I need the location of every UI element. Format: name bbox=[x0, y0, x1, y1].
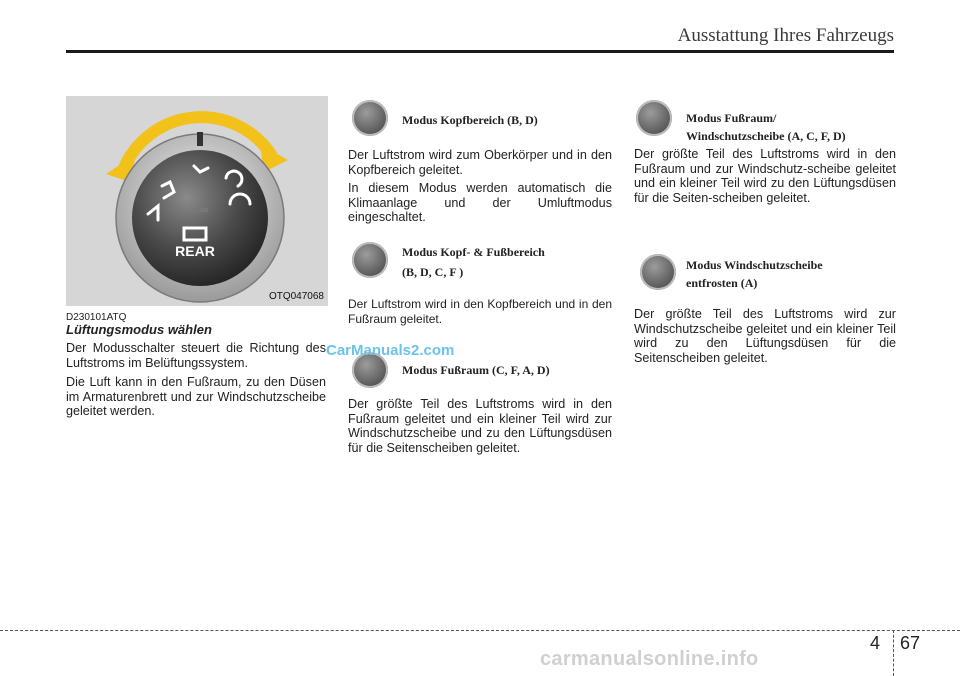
mode-text-bilevel: Der Luftstrom wird in den Kopfbereich und in den Fußraum geleitet. bbox=[348, 297, 612, 326]
mode-text-face: Der Luftstrom wird zum Oberkörper und in den Kopfbereich geleitet. bbox=[348, 148, 612, 177]
mode-title-floor: Modus Fußraum (C, F, A, D) bbox=[402, 363, 550, 377]
page-number: 67 bbox=[900, 633, 921, 653]
document-code: D230101ATQ bbox=[66, 312, 127, 323]
mode-text-defrost: Der größte Teil des Luftstroms wird zur Windschutzscheibe geleitet und ein kleiner Teil wird zu den Lüftungsdüsen für die Seitenscheiben geleitet. bbox=[634, 307, 896, 365]
knob-label-rear: REAR bbox=[175, 243, 215, 259]
mode-text-face-2: In diesem Modus werden automatisch die Klimaanlage und der Umluftmodus eingeschaltet. bbox=[348, 181, 612, 224]
bi-level-mode-icon bbox=[352, 242, 388, 278]
mode-title-bilevel-2: (B, D, C, F ) bbox=[402, 265, 464, 279]
mode-title-floor-defrost-1: Modus Fußraum/ bbox=[686, 111, 777, 125]
mode-knob-figure bbox=[66, 96, 328, 306]
watermark-link: CarManuals2.com bbox=[326, 342, 455, 359]
mode-title-face: Modus Kopfbereich (B, D) bbox=[402, 113, 538, 127]
mode-title-floor-defrost-2: Windschutzscheibe (A, C, F, D) bbox=[686, 129, 846, 143]
knob-pointer bbox=[197, 132, 203, 146]
left-paragraph-2: Die Luft kann in den Fußraum, zu den Düsen im Armaturenbrett und zur Windschutzscheibe geleitet werden. bbox=[66, 375, 326, 418]
mode-knob-illustration bbox=[66, 96, 328, 306]
left-paragraph-1: Der Modusschalter steuert die Richtung des Luftstroms im Belüftungssystem. bbox=[66, 341, 326, 370]
defrost-mode-icon bbox=[640, 254, 676, 290]
mode-title-defrost-2: entfrosten (A) bbox=[686, 276, 758, 290]
mode-text-floor-defrost: Der größte Teil des Luftstroms wird in den Fußraum und zur Windschutz-scheibe geleitet und ein kleiner Teil wird zu den Lüftungsdüsen für die Seiten-scheiben geleitet. bbox=[634, 147, 896, 205]
mode-title-defrost-1: Modus Windschutzscheibe bbox=[686, 258, 823, 272]
mode-text-floor: Der größte Teil des Luftstroms wird in den Fußraum geleitet und ein kleiner Teil wird zur Windschutzscheibe und zu den Lüftungsdüsen für die Seitenscheiben geleitet. bbox=[348, 397, 612, 455]
header-rule bbox=[66, 50, 894, 53]
figure-code: OTQ047068 bbox=[268, 291, 324, 302]
floor-defrost-mode-icon bbox=[636, 100, 672, 136]
mode-title-bilevel-1: Modus Kopf- & Fußbereich bbox=[402, 245, 545, 259]
chapter-number: 4 bbox=[870, 633, 881, 653]
footer-watermark: carmanualsonline.info bbox=[540, 648, 759, 670]
indicator-lamp bbox=[194, 208, 208, 212]
face-mode-icon bbox=[352, 100, 388, 136]
page-number-divider bbox=[893, 630, 894, 676]
footer-rule bbox=[0, 630, 960, 631]
page-header-title: Ausstattung Ihres Fahrzeugs bbox=[677, 25, 894, 46]
section-title: Lüftungsmodus wählen bbox=[66, 322, 212, 337]
